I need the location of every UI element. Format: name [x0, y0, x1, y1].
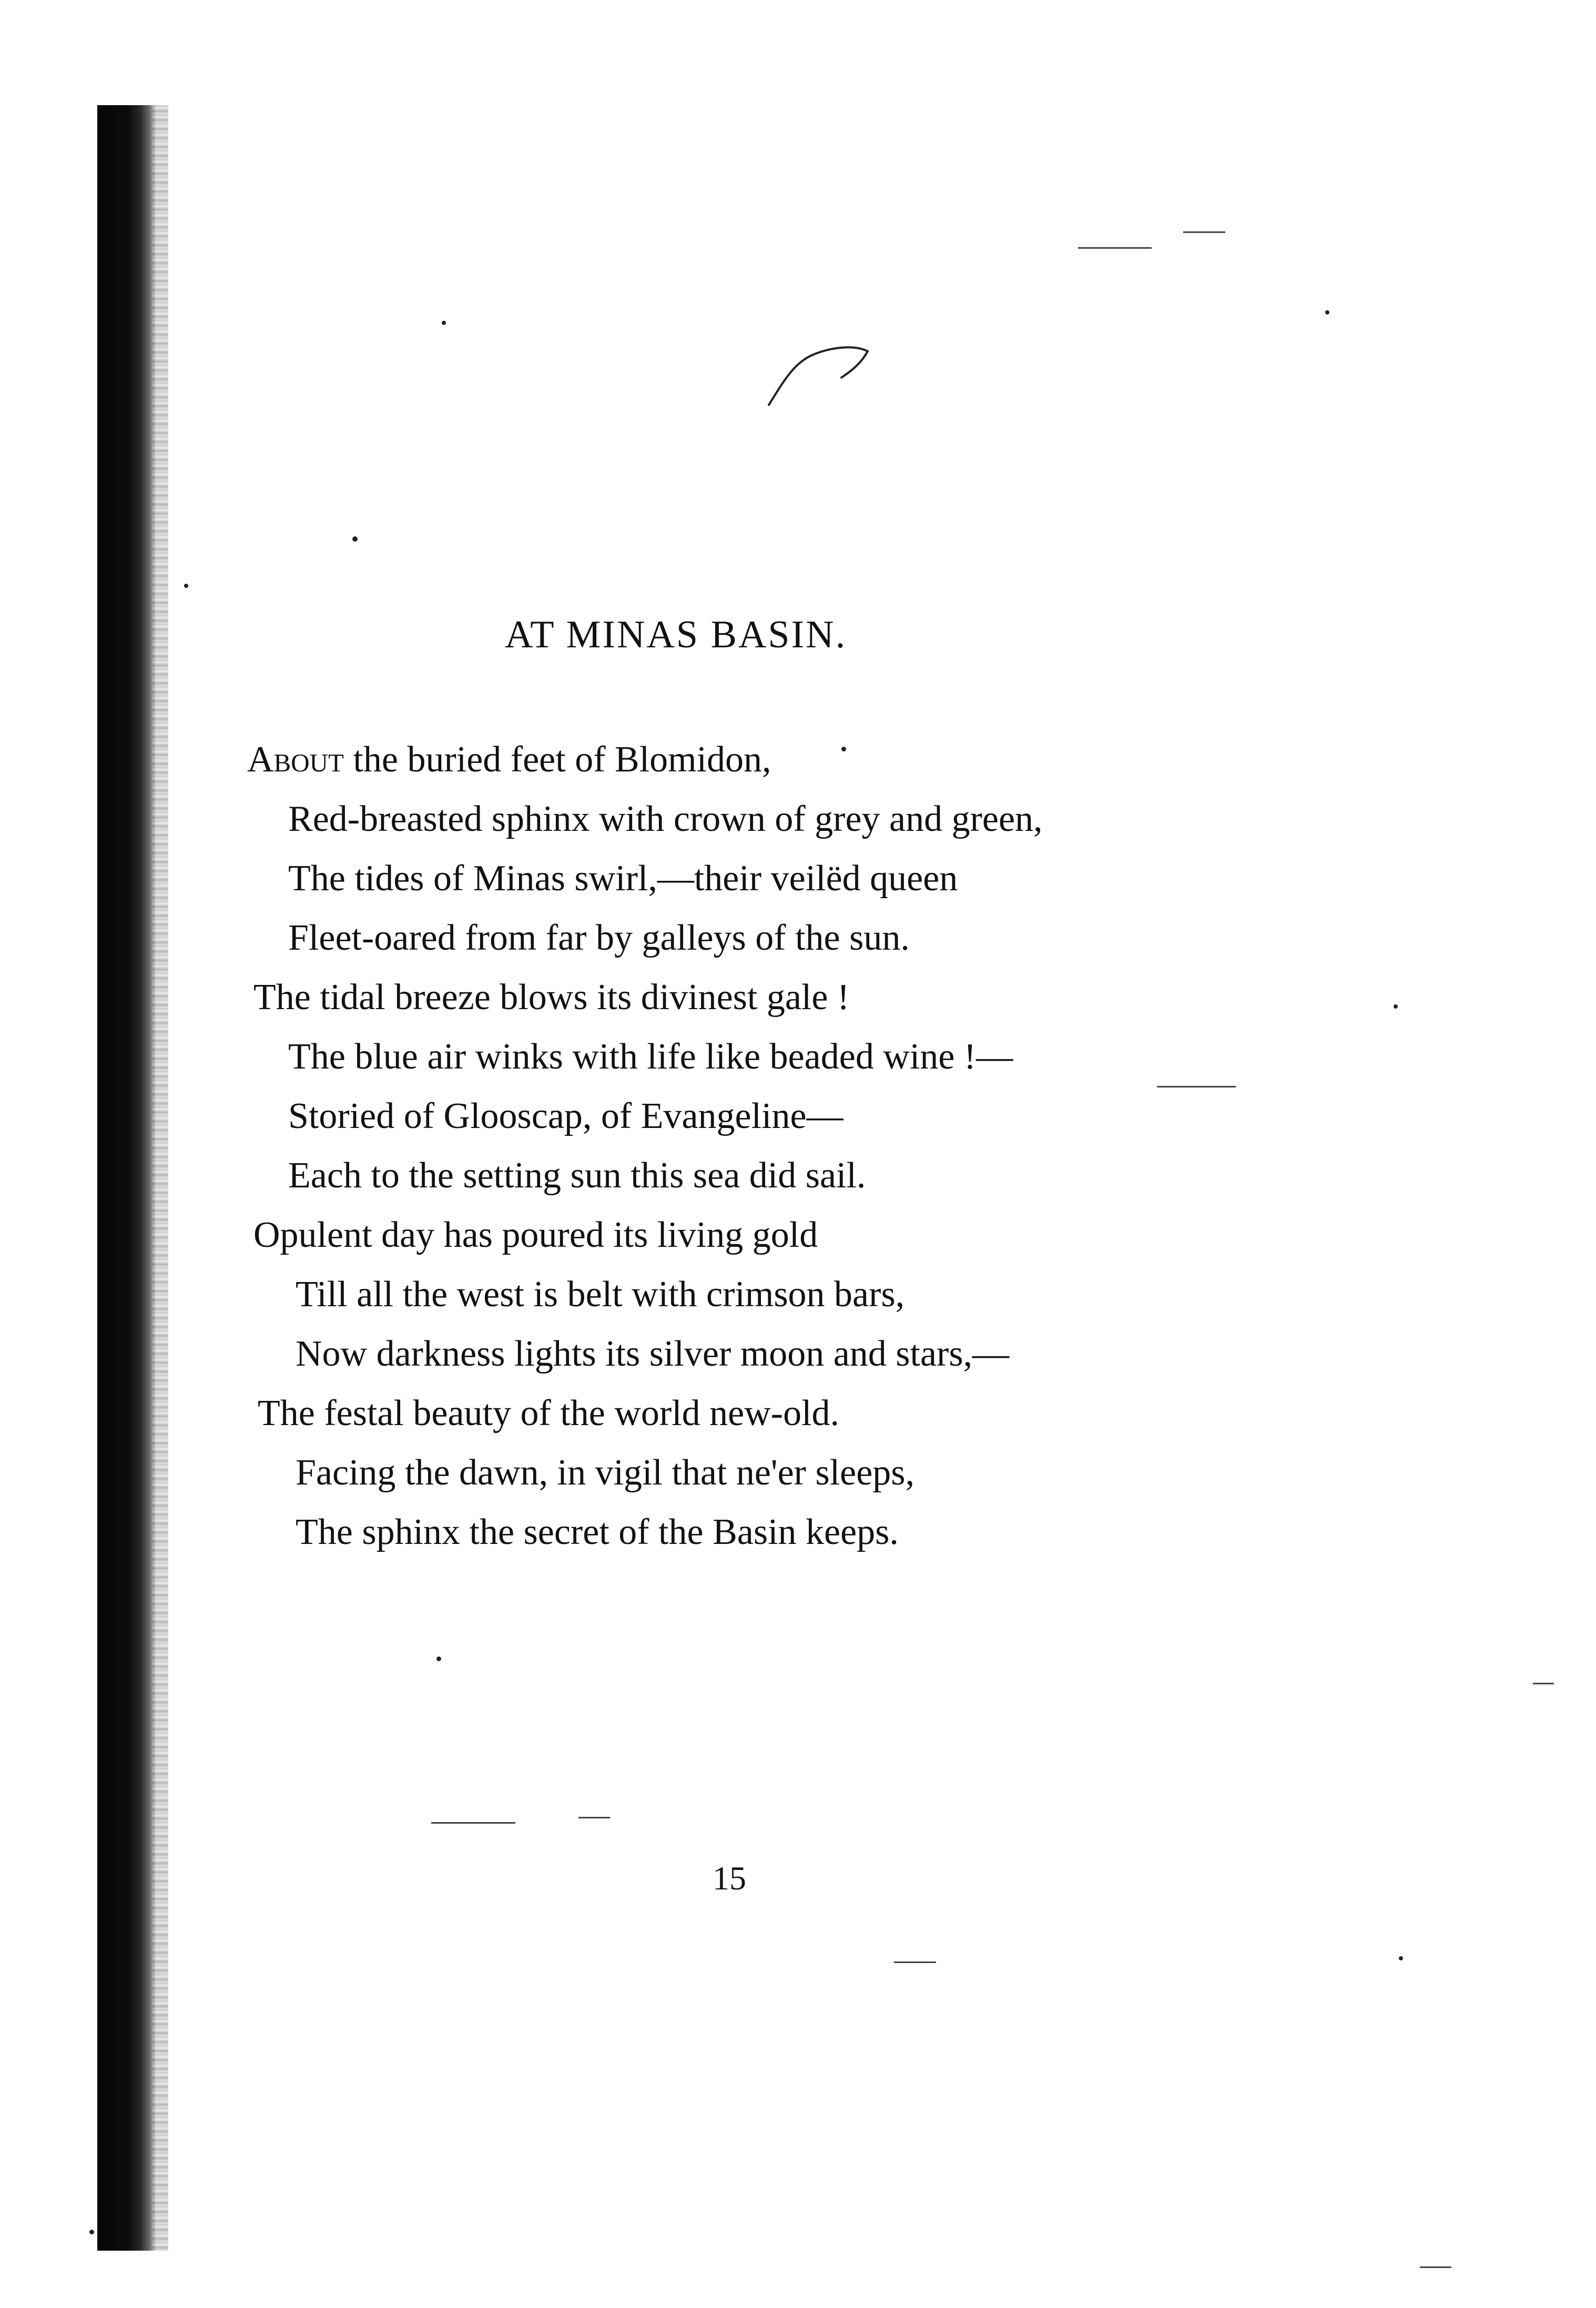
poem-line-5: The tidal breeze blows its divinest gale !	[253, 977, 850, 1018]
poem-line-7: Storied of Glooscap, of Evangeline—	[288, 1096, 843, 1136]
scan-dash	[1078, 247, 1152, 249]
poem-title: AT MINAS BASIN.	[505, 613, 847, 656]
scan-dash	[1420, 2266, 1451, 2268]
poem-line-3: The tides of Minas swirl,—their veilëd queen	[288, 858, 958, 899]
poem-line-2: Red-breasted sphinx with crown of grey and green,	[288, 799, 1043, 839]
scan-speck	[184, 584, 188, 588]
poem-line-12: The festal beauty of the world new-old.	[258, 1393, 840, 1433]
poem-line-8: Each to the setting sun this sea did sail.	[288, 1155, 866, 1196]
poem-line-6: The blue air winks with life like beaded wine !—	[288, 1036, 1013, 1077]
scan-dash	[431, 1822, 515, 1824]
scan-dash	[1157, 1086, 1236, 1087]
scan-dash	[894, 1961, 936, 1963]
pencil-mark	[763, 331, 878, 410]
scan-dash	[578, 1817, 610, 1818]
scan-dash	[1533, 1683, 1554, 1684]
poem-line-11: Now darkness lights its silver moon and stars,—	[296, 1334, 1010, 1374]
poem-line-4: Fleet-oared from far by galleys of the sun.	[288, 918, 910, 958]
poem-line-1	[247, 741, 771, 778]
scan-speck	[1325, 310, 1329, 314]
scan-speck	[89, 2230, 94, 2234]
scan-speck	[436, 1656, 441, 1661]
poem-line-10: Till all the west is belt with crimson bars,	[296, 1274, 905, 1315]
scan-speck	[442, 321, 446, 325]
first-line-rest: the buried feet of Blomidon,	[343, 739, 771, 780]
scan-speck	[841, 747, 846, 751]
binding-gutter-edge	[153, 105, 168, 2251]
scan-speck	[1399, 1956, 1403, 1960]
poem-line-14: The sphinx the secret of the Basin keeps.	[296, 1512, 899, 1552]
scan-speck	[1394, 1004, 1398, 1009]
poem-line-9: Opulent day has poured its living gold	[253, 1215, 818, 1255]
first-word: About	[247, 739, 344, 780]
scan-speck	[352, 536, 358, 542]
scan-dash	[1183, 231, 1225, 233]
binding-gutter-shadow	[97, 105, 155, 2251]
page-number: 15	[713, 1859, 746, 1897]
poem-line-13: Facing the dawn, in vigil that ne'er sleeps,	[296, 1452, 915, 1493]
